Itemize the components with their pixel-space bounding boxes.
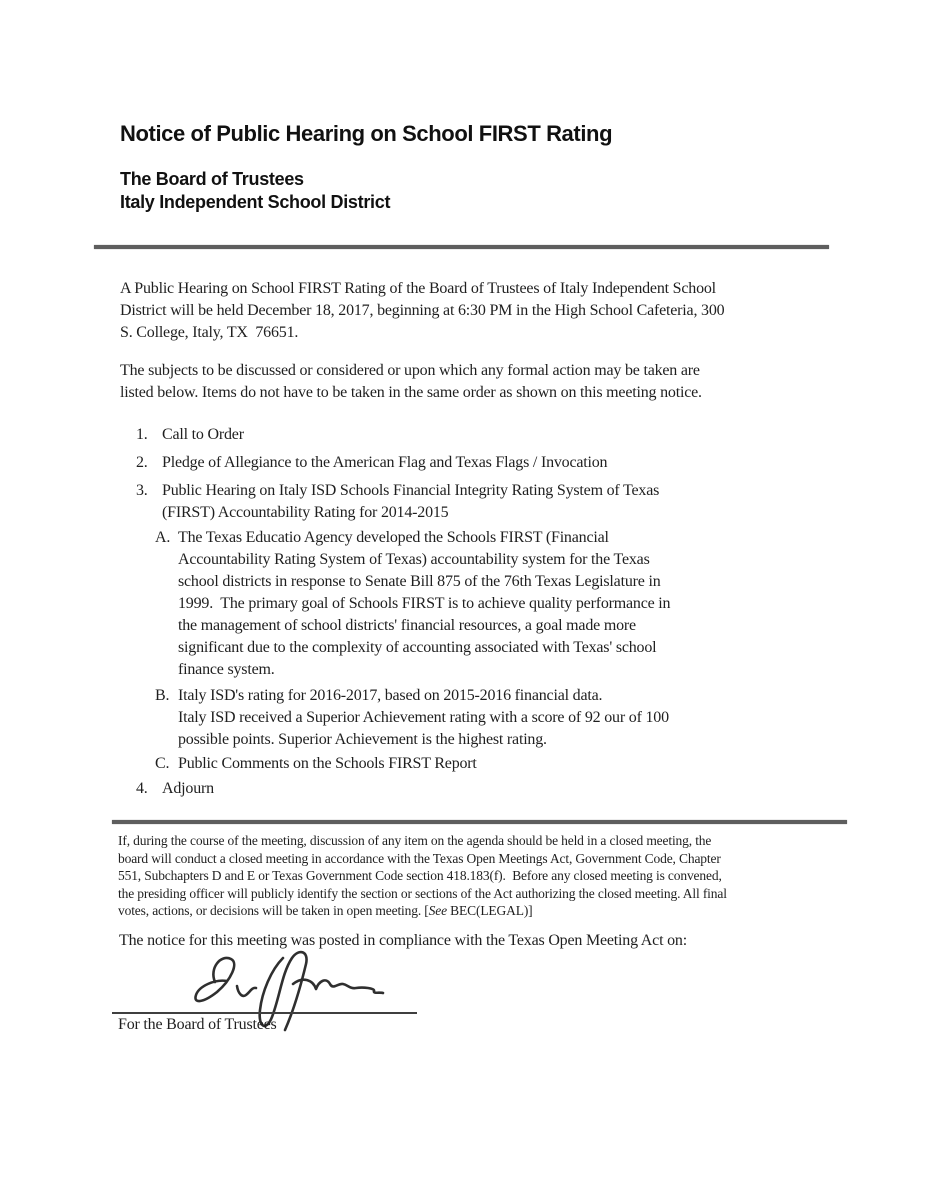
closed-meeting-legal-paragraph bbox=[118, 832, 727, 920]
horizontal-rule-top bbox=[94, 245, 829, 249]
text-line: Pledge of Allegiance to the American Flag and Texas Flags / Invocation bbox=[162, 454, 608, 471]
legal-text-prefix: votes, actions, or decisions will be taken in open meeting. [ bbox=[118, 903, 429, 919]
horizontal-rule-bottom bbox=[112, 820, 847, 824]
agenda-item-text bbox=[162, 452, 607, 474]
text-line: (FIRST) Accountability Rating for 2014-2015 bbox=[162, 504, 449, 521]
text-line: listed below. Items do not have to be taken in the same order as shown on this meeting notice. bbox=[120, 384, 702, 401]
text-line: The subjects to be discussed or considered or upon which any formal action may be taken are bbox=[120, 362, 700, 379]
intro-paragraph-2 bbox=[120, 360, 702, 404]
org-name: The Board of Trustees bbox=[120, 169, 304, 189]
text-line: Public Comments on the Schools FIRST Report bbox=[178, 755, 477, 772]
text-line: Italy ISD received a Superior Achievement rating with a score of 92 our of 100 bbox=[178, 709, 669, 726]
text-line bbox=[118, 902, 727, 920]
text-line: S. College, Italy, TX 76651. bbox=[120, 324, 299, 341]
agenda-item-text bbox=[162, 480, 659, 524]
agenda-item-number: 4. bbox=[136, 780, 148, 797]
text-line: school districts in response to Senate Bill 875 of the 76th Texas Legislature in bbox=[178, 573, 661, 590]
legal-see-reference: See bbox=[428, 903, 447, 919]
text-line: significant due to the complexity of accounting associated with Texas' school bbox=[178, 639, 657, 656]
subitem-letter: A. bbox=[155, 529, 171, 546]
agenda-item-number: 1. bbox=[136, 426, 148, 443]
text-line: 551, Subchapters D and E or Texas Government Code section 418.183(f). Before any closed meeting is convened, bbox=[118, 868, 722, 884]
text-line: Adjourn bbox=[162, 780, 214, 797]
text-line: possible points. Superior Achievement is the highest rating. bbox=[178, 731, 547, 748]
text-line: The Texas Educatio Agency developed the Schools FIRST (Financial bbox=[178, 529, 609, 546]
district-name: Italy Independent School District bbox=[120, 192, 391, 212]
subitem-text bbox=[178, 753, 477, 775]
legal-text-suffix: BEC(LEGAL)] bbox=[446, 903, 533, 919]
text-line: board will conduct a closed meeting in accordance with the Texas Open Meetings Act, Government Code, Chapter bbox=[118, 850, 721, 866]
page-title: Notice of Public Hearing on School FIRST Rating bbox=[120, 121, 613, 146]
text-line: Call to Order bbox=[162, 426, 244, 443]
subitem-text bbox=[178, 527, 670, 681]
intro-paragraph-1 bbox=[120, 278, 724, 344]
subitem-text bbox=[178, 685, 669, 751]
agenda-item-text bbox=[162, 424, 244, 446]
text-line: the presiding officer will publicly identify the section or sections of the Act authorizing the closed meeting. All final bbox=[118, 885, 727, 901]
text-line: Public Hearing on Italy ISD Schools Financial Integrity Rating System of Texas bbox=[162, 482, 660, 499]
text-line: finance system. bbox=[178, 661, 275, 678]
text-line: the management of school districts' financial resources, a goal made more bbox=[178, 617, 636, 634]
text-line: A Public Hearing on School FIRST Rating of the Board of Trustees of Italy Independent School bbox=[120, 280, 716, 297]
agenda-item-number: 3. bbox=[136, 482, 148, 499]
agenda-item-text bbox=[162, 778, 214, 800]
text-line: 1999. The primary goal of Schools FIRST is to achieve quality performance in bbox=[178, 595, 671, 612]
text-line: Accountability Rating System of Texas) accountability system for the Texas bbox=[178, 551, 650, 568]
agenda-item-number: 2. bbox=[136, 454, 148, 471]
subitem-letter: C. bbox=[155, 755, 170, 772]
signature-caption: For the Board of Trustees bbox=[118, 1016, 277, 1033]
subitem-letter: B. bbox=[155, 687, 170, 704]
organization-block bbox=[120, 168, 390, 214]
text-line: If, during the course of the meeting, discussion of any item on the agenda should be held in a closed meeting, the bbox=[118, 833, 712, 848]
text-line: Italy ISD's rating for 2016-2017, based on 2015-2016 financial data. bbox=[178, 687, 603, 704]
posting-compliance-statement: The notice for this meeting was posted in compliance with the Texas Open Meeting Act on: bbox=[119, 932, 687, 949]
text-line: District will be held December 18, 2017, beginning at 6:30 PM in the High School Cafeteria, 300 bbox=[120, 302, 725, 319]
